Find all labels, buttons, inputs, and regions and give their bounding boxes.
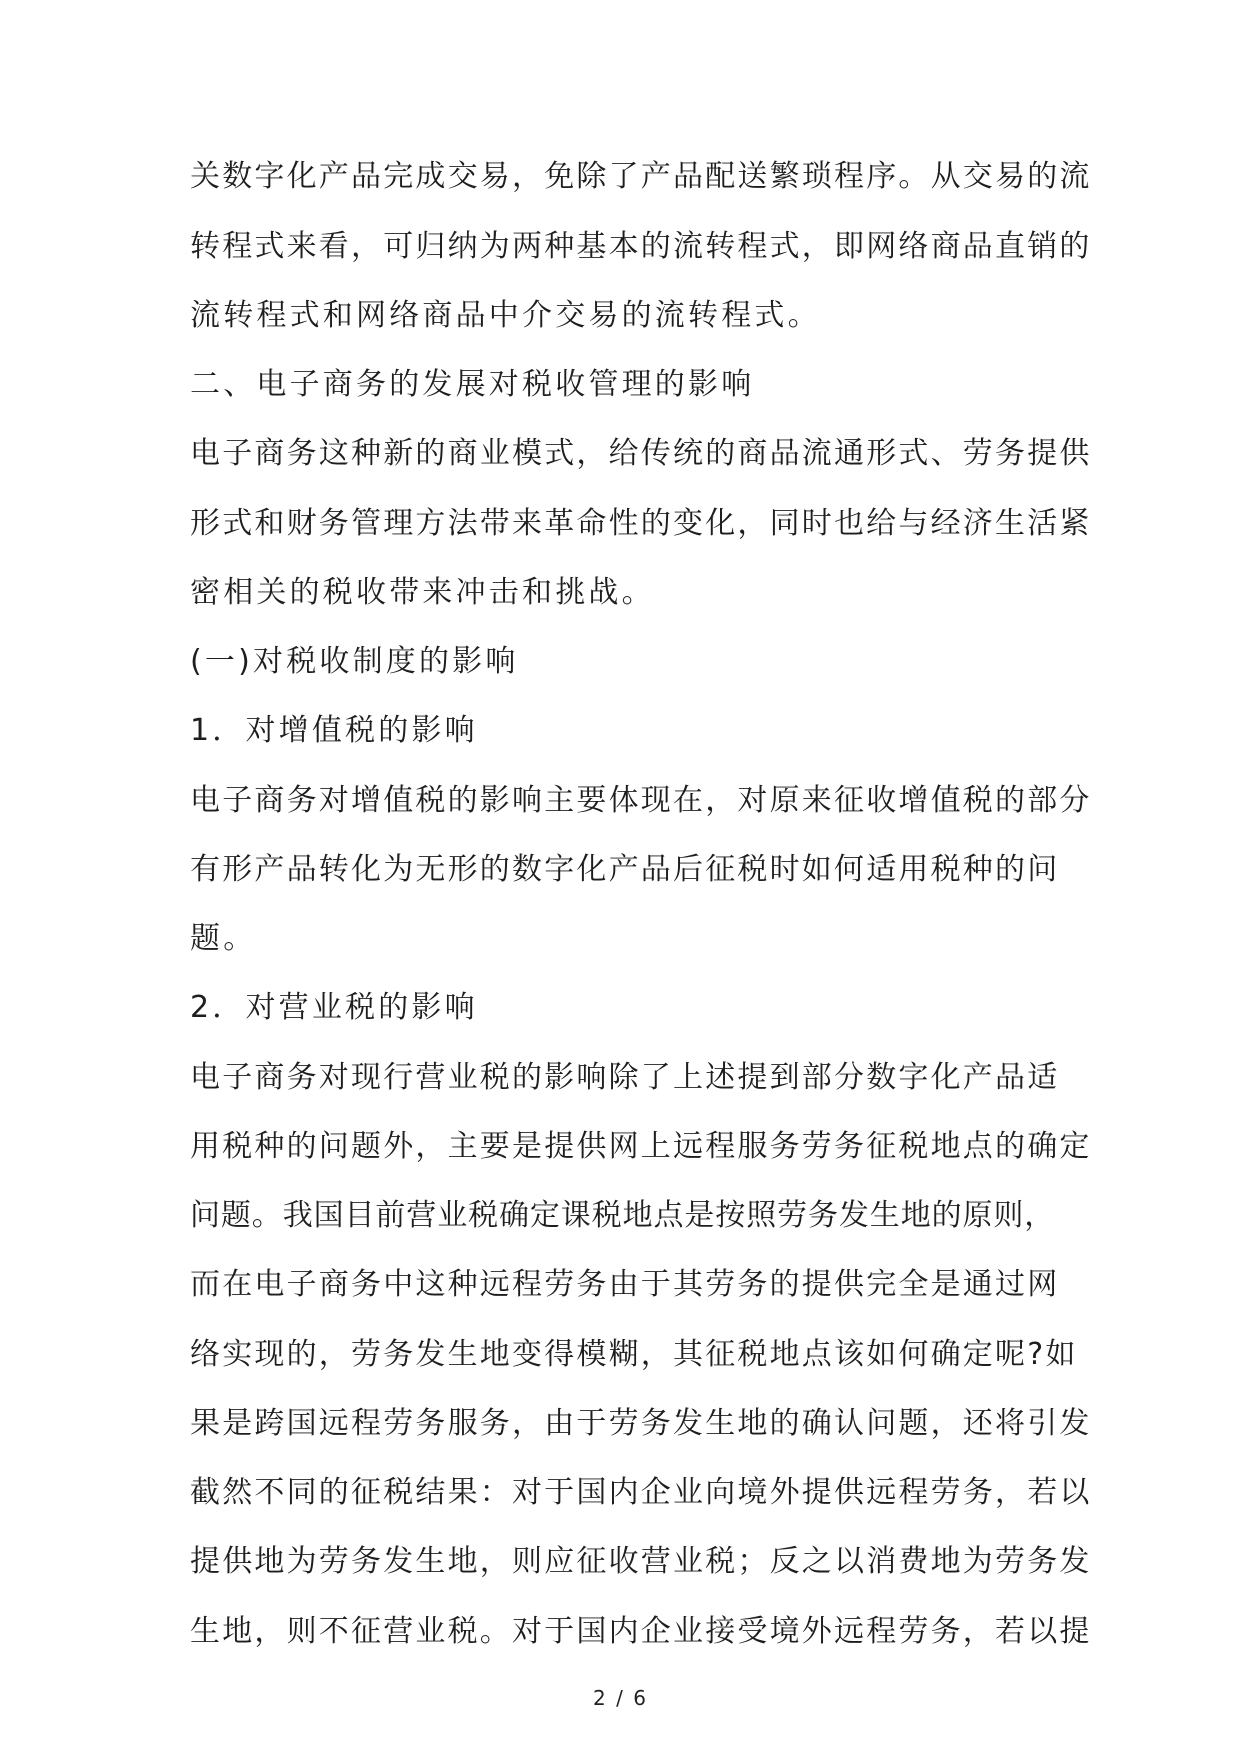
paragraph-line: 生地，则不征营业税。对于国内企业接受境外远程劳务，若以提 — [190, 1614, 1092, 1649]
paragraph-line: 果是跨国远程劳务服务，由于劳务发生地的确认问题，还将引发 — [190, 1406, 1092, 1441]
subsection-heading: (一)对税收制度的影响 — [190, 644, 519, 679]
paragraph-line: 题。 — [190, 921, 257, 956]
section-heading: 二、电子商务的发展对税收管理的影响 — [190, 367, 755, 402]
paragraph-line: 流转程式和网络商品中介交易的流转程式。 — [190, 298, 821, 333]
paragraph-line: 络实现的，劳务发生地变得模糊，其征税地点该如何确定呢?如 — [190, 1337, 1078, 1372]
paragraph-line: 电子商务这种新的商业模式，给传统的商品流通形式、劳务提供 — [190, 436, 1092, 471]
paragraph-line: 密相关的税收带来冲击和挑战。 — [190, 575, 655, 610]
paragraph-line: 问题。我国目前营业税确定课税地点是按照劳务发生地的原则， — [190, 1198, 1056, 1233]
numbered-heading: 2．对营业税的影响 — [190, 990, 478, 1025]
numbered-heading: 1．对增值税的影响 — [190, 713, 478, 748]
paragraph-line: 而在电子商务中这种远程劳务由于其劳务的提供完全是通过网 — [190, 1267, 1060, 1302]
paragraph-line: 形式和财务管理方法带来革命性的变化，同时也给与经济生活紧 — [190, 506, 1092, 541]
page-number: 2 / 6 — [593, 1686, 648, 1710]
paragraph-line: 截然不同的征税结果：对于国内企业向境外提供远程劳务，若以 — [190, 1475, 1092, 1510]
paragraph-line: 有形产品转化为无形的数字化产品后征税时如何适用税种的问 — [190, 852, 1060, 887]
paragraph-line: 电子商务对现行营业税的影响除了上述提到部分数字化产品适 — [190, 1060, 1060, 1095]
paragraph-line: 提供地为劳务发生地，则应征收营业税；反之以消费地为劳务发 — [190, 1544, 1092, 1579]
paragraph-line: 电子商务对增值税的影响主要体现在，对原来征收增值税的部分 — [190, 783, 1092, 818]
paragraph-line: 关数字化产品完成交易，免除了产品配送繁琐程序。从交易的流 — [190, 159, 1092, 194]
paragraph-line: 用税种的问题外，主要是提供网上远程服务劳务征税地点的确定 — [190, 1129, 1092, 1164]
paragraph-line: 转程式来看，可归纳为两种基本的流转程式，即网络商品直销的 — [190, 229, 1092, 264]
